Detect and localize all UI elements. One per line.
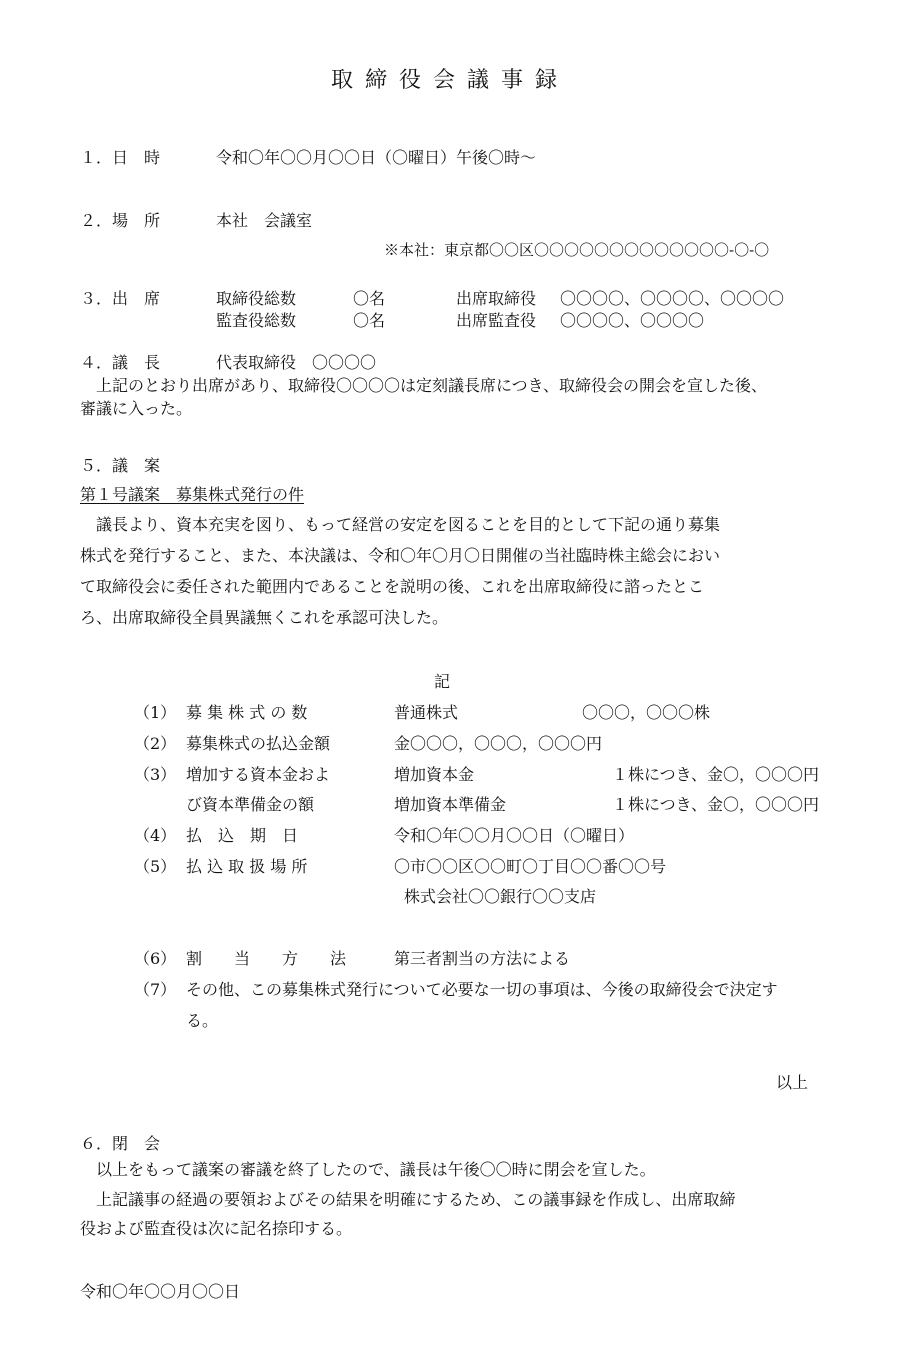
attending-directors-names: 〇〇〇〇、〇〇〇〇、〇〇〇〇 bbox=[560, 289, 785, 308]
item-7-number: （7） bbox=[134, 980, 177, 999]
item-3-reserve-label: 増加資本準備金 bbox=[394, 795, 507, 814]
item-5-label: 払 込 取 扱 場 所 bbox=[186, 857, 308, 876]
attending-auditors-names: 〇〇〇〇、〇〇〇〇 bbox=[560, 311, 705, 330]
directors-total-label: 取締役総数 bbox=[216, 289, 297, 308]
item-4-value: 令和〇年〇〇月〇〇日（〇曜日） bbox=[394, 826, 635, 845]
chairperson: 代表取締役 〇〇〇〇 bbox=[216, 353, 377, 372]
item-3-capital-amount: １株につき、金〇，〇〇〇円 bbox=[612, 765, 820, 784]
item-6-number: （6） bbox=[134, 949, 177, 968]
attending-directors-label: 出席取締役 bbox=[456, 289, 537, 308]
item-3-label-line-2: び資本準備金の額 bbox=[186, 795, 315, 814]
item-5-bank: 株式会社〇〇銀行〇〇支店 bbox=[404, 887, 597, 906]
item-3-reserve-amount: １株につき、金〇，〇〇〇円 bbox=[612, 795, 820, 814]
item-7-text-line-2: る。 bbox=[186, 1011, 219, 1030]
section-6-label: ６．閉 会 bbox=[80, 1134, 161, 1153]
item-2-value: 金〇〇〇，〇〇〇，〇〇〇円 bbox=[394, 734, 603, 753]
closing-paragraph-line-1: 以上をもって議案の審議を終了したので、議長は午後〇〇時に閉会を宣した。 bbox=[96, 1160, 656, 1179]
item-2-label: 募集株式の払込金額 bbox=[186, 734, 331, 753]
opening-paragraph-line-1: 上記のとおり出席があり、取締役〇〇〇〇は定刻議長席につき、取締役会の開会を宣した後、 bbox=[96, 376, 768, 395]
closing-paragraph-line-2: 上記議事の経過の要領およびその結果を明確にするため、この議事録を作成し、出席取締 bbox=[96, 1190, 736, 1209]
agenda-paragraph-line-3: て取締役会に委任された範囲内であることを説明の後、これを出席取締役に諮ったとこ bbox=[80, 577, 705, 596]
attending-auditors-label: 出席監査役 bbox=[456, 311, 537, 330]
section-3-label: ３．出 席 bbox=[80, 289, 161, 308]
section-5-label: ５．議 案 bbox=[80, 456, 161, 475]
item-2-number: （2） bbox=[134, 734, 177, 753]
meeting-datetime: 令和〇年〇〇月〇〇日（〇曜日）午後〇時～ bbox=[216, 148, 537, 167]
item-6-value: 第三者割当の方法による bbox=[394, 949, 571, 968]
item-5-address: 〇市〇〇区〇〇町〇丁目〇〇番〇〇号 bbox=[394, 857, 667, 876]
section-1-label: １．日 時 bbox=[80, 148, 161, 167]
item-4-number: （4） bbox=[134, 826, 177, 845]
item-4-label: 払 込 期 日 bbox=[186, 826, 299, 845]
agenda-paragraph-line-2: 株式を発行すること、また、本決議は、令和〇年〇月〇日開催の当社臨時株主総会におい bbox=[80, 546, 721, 565]
item-5-number: （5） bbox=[134, 857, 177, 876]
item-1-number: （1） bbox=[134, 703, 177, 722]
agenda-paragraph-line-4: ろ、出席取締役全員異議無くこれを承認可決した。 bbox=[80, 608, 449, 627]
document-title: 取締役会議事録 bbox=[330, 68, 569, 93]
ijou-closing: 以上 bbox=[775, 1073, 808, 1092]
closing-paragraph-line-3: 役および監査役は次に記名捺印する。 bbox=[80, 1219, 353, 1238]
section-2-label: ２．場 所 bbox=[80, 211, 161, 230]
item-6-label: 割 当 方 法 bbox=[186, 949, 347, 968]
directors-total-count: 〇名 bbox=[353, 289, 386, 308]
item-3-capital-label: 増加資本金 bbox=[394, 765, 475, 784]
agenda-paragraph-line-1: 議長より、資本充実を図り、もって経営の安定を図ることを目的として下記の通り募集 bbox=[96, 515, 721, 534]
agenda-1-heading: 第１号議案 募集株式発行の件 bbox=[80, 485, 305, 504]
item-1-value: 普通株式 bbox=[394, 703, 459, 722]
item-7-text-line-1: その他、この募集株式発行について必要な一切の事項は、今後の取締役会で決定す bbox=[186, 980, 778, 999]
document-date: 令和〇年〇〇月〇〇日 bbox=[80, 1282, 241, 1301]
opening-paragraph-line-2: 審議に入った。 bbox=[80, 399, 193, 418]
meeting-place: 本社 会議室 bbox=[216, 211, 313, 230]
item-3-number: （3） bbox=[134, 765, 177, 784]
head-office-address: ※本社：東京都〇〇区〇〇〇〇〇〇〇〇〇〇〇〇〇-〇-〇 bbox=[384, 241, 770, 259]
auditors-total-label: 監査役総数 bbox=[216, 311, 297, 330]
auditors-total-count: 〇名 bbox=[353, 311, 386, 330]
item-1-label: 募 集 株 式 の 数 bbox=[186, 703, 308, 722]
item-1-extra: 〇〇〇，〇〇〇株 bbox=[582, 703, 711, 722]
item-3-label-line-1: 増加する資本金およ bbox=[186, 765, 331, 784]
section-4-label: ４．議 長 bbox=[80, 353, 161, 372]
ki-heading: 記 bbox=[434, 672, 451, 691]
